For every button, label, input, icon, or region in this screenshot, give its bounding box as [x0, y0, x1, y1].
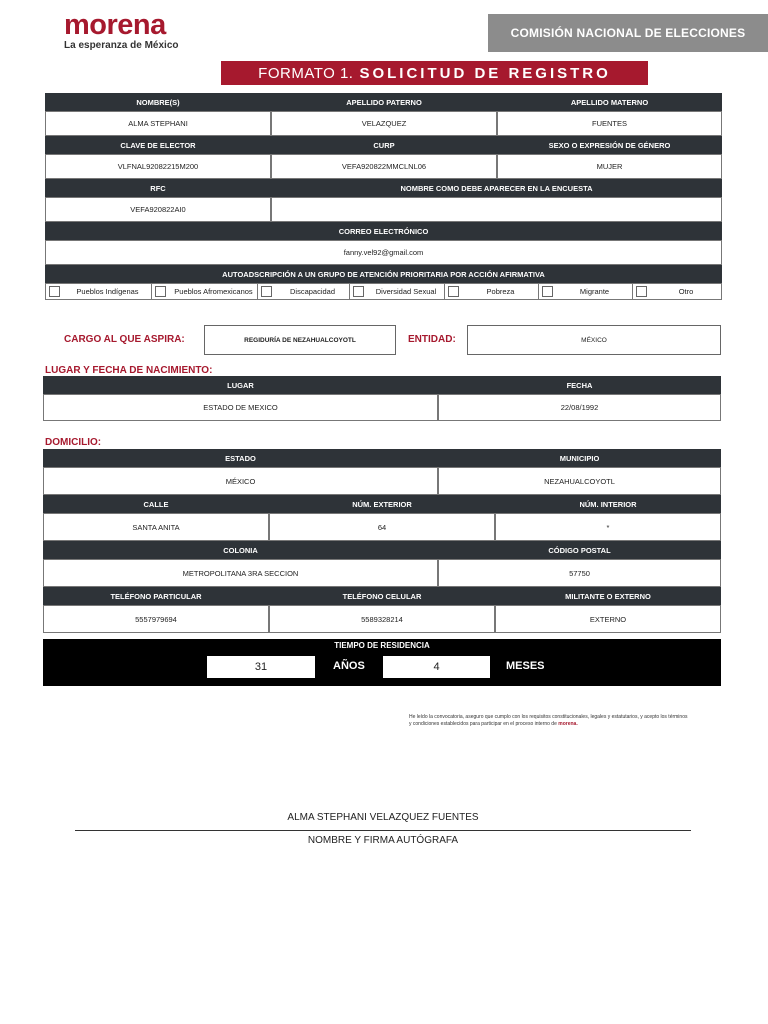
checkbox[interactable]: [636, 286, 647, 297]
municipio-field[interactable]: NEZAHUALCOYOTL: [438, 467, 721, 495]
militante-header: MILITANTE O EXTERNO: [495, 587, 721, 605]
cargo-field[interactable]: REGIDURÍA DE NEZAHUALCOYOTL: [204, 325, 396, 355]
colonia-header: COLONIA: [43, 541, 438, 559]
morena-logo: [64, 10, 194, 51]
paterno-header: APELLIDO PATERNO: [271, 93, 497, 111]
lugar-header: LUGAR: [43, 376, 438, 394]
residencia-title: TIEMPO DE RESIDENCIA: [334, 641, 430, 650]
group-pobreza[interactable]: [445, 284, 539, 299]
domicilio-grid: [43, 449, 721, 633]
ext-header: NÚM. EXTERIOR: [269, 495, 495, 513]
nacimiento-section-title: LUGAR Y FECHA DE NACIMIENTO:: [45, 365, 213, 376]
paterno-field[interactable]: VELAZQUEZ: [271, 111, 497, 136]
declaration-brand: morena.: [558, 721, 578, 727]
form-title-main: SOLICITUD DE REGISTRO: [359, 64, 611, 82]
group-label: Pobreza: [486, 287, 515, 296]
group-label: Migrante: [579, 287, 610, 296]
group-label: Pueblos Afromexicanos: [174, 287, 253, 296]
nacimiento-grid: [43, 376, 721, 421]
colonia-field[interactable]: METROPOLITANA 3RA SECCION: [43, 559, 438, 587]
materno-header: APELLIDO MATERNO: [497, 93, 722, 111]
residencia-panel: [43, 639, 721, 686]
lugar-field[interactable]: ESTADO DE MEXICO: [43, 394, 438, 421]
rfc-header: RFC: [45, 179, 271, 197]
int-header: NÚM. INTERIOR: [495, 495, 721, 513]
anos-label: AÑOS: [333, 660, 365, 672]
signature-name: ALMA STEPHANI VELAZQUEZ FUENTES: [287, 812, 479, 823]
int-field[interactable]: *: [495, 513, 721, 541]
commission-banner: COMISIÓN NACIONAL DE ELECCIONES: [488, 14, 768, 52]
group-label: Discapacidad: [289, 287, 336, 296]
group-discapacidad[interactable]: [258, 284, 350, 299]
encuesta-header: NOMBRE COMO DEBE APARECER EN LA ENCUESTA: [271, 179, 722, 197]
militante-field[interactable]: EXTERNO: [495, 605, 721, 633]
nombre-field[interactable]: ALMA STEPHANI: [45, 111, 271, 136]
fecha-header: FECHA: [438, 376, 721, 394]
cp-field[interactable]: 57750: [438, 559, 721, 587]
municipio-header: MUNICIPIO: [438, 449, 721, 467]
group-label: Otro: [678, 287, 694, 296]
group-pueblos-indigenas[interactable]: [46, 284, 152, 299]
checkbox[interactable]: [448, 286, 459, 297]
rfc-field[interactable]: VEFA920822AI0: [45, 197, 271, 222]
form-title: [221, 61, 648, 85]
autoadscripcion-header: AUTOADSCRIPCIÓN A UN GRUPO DE ATENCIÓN PRIORITARIA POR ACCIÓN AFIRMATIVA: [45, 265, 722, 283]
affirmative-action-groups: [45, 283, 722, 300]
checkbox[interactable]: [353, 286, 364, 297]
group-migrante[interactable]: [539, 284, 633, 299]
curp-field[interactable]: VEFA920822MMCLNL06: [271, 154, 497, 179]
correo-field[interactable]: fanny.vel92@gmail.com: [45, 240, 722, 265]
cargo-label: CARGO AL QUE ASPIRA:: [64, 334, 185, 345]
entidad-field[interactable]: MÉXICO: [467, 325, 721, 355]
domicilio-section-title: DOMICILIO:: [45, 437, 102, 448]
sexo-header: SEXO O EXPRESIÓN DE GÉNERO: [497, 136, 722, 154]
estado-header: ESTADO: [43, 449, 438, 467]
cel-field[interactable]: 5589328214: [269, 605, 495, 633]
estado-field[interactable]: MÉXICO: [43, 467, 438, 495]
entidad-label: ENTIDAD:: [408, 334, 456, 345]
meses-field[interactable]: 4: [383, 656, 490, 678]
meses-label: MESES: [506, 660, 545, 672]
declaration-text: [409, 714, 689, 728]
nombre-header: NOMBRE(S): [45, 93, 271, 111]
checkbox[interactable]: [261, 286, 272, 297]
ext-field[interactable]: 64: [269, 513, 495, 541]
encuesta-field[interactable]: [271, 197, 722, 222]
clave-header: CLAVE DE ELECTOR: [45, 136, 271, 154]
group-label: Diversidad Sexual: [375, 287, 437, 296]
correo-header: CORREO ELECTRÓNICO: [45, 222, 722, 240]
sexo-field[interactable]: MUJER: [497, 154, 722, 179]
logo-word: morena: [64, 9, 166, 41]
materno-field[interactable]: FUENTES: [497, 111, 722, 136]
form-title-prefix: FORMATO 1.: [258, 64, 354, 82]
tel-header: TELÉFONO PARTICULAR: [43, 587, 269, 605]
curp-header: CURP: [271, 136, 497, 154]
declaration-body: He leído la convocatoria, aseguro que cumplo con los requisitos constitucionales, legales y estatutarios, y acepto los términos y condiciones establecidos para participar en el proceso interno de: [409, 714, 688, 727]
checkbox[interactable]: [155, 286, 166, 297]
group-label: Pueblos Indígenas: [76, 287, 139, 296]
calle-header: CALLE: [43, 495, 269, 513]
logo-tagline: La esperanza de México: [64, 40, 179, 51]
signature-caption: NOMBRE Y FIRMA AUTÓGRAFA: [307, 835, 459, 846]
group-otro[interactable]: [633, 284, 721, 299]
checkbox[interactable]: [542, 286, 553, 297]
clave-field[interactable]: VLFNAL92082215M200: [45, 154, 271, 179]
group-diversidad-sexual[interactable]: [350, 284, 445, 299]
signature-line: [75, 830, 691, 831]
group-pueblos-afromexicanos[interactable]: [152, 284, 258, 299]
checkbox[interactable]: [49, 286, 60, 297]
fecha-field[interactable]: 22/08/1992: [438, 394, 721, 421]
anos-field[interactable]: 31: [207, 656, 315, 678]
calle-field[interactable]: SANTA ANITA: [43, 513, 269, 541]
cp-header: CÓDIGO POSTAL: [438, 541, 721, 559]
cel-header: TELÉFONO CELULAR: [269, 587, 495, 605]
personal-data-grid: [45, 93, 722, 300]
tel-field[interactable]: 5557979694: [43, 605, 269, 633]
